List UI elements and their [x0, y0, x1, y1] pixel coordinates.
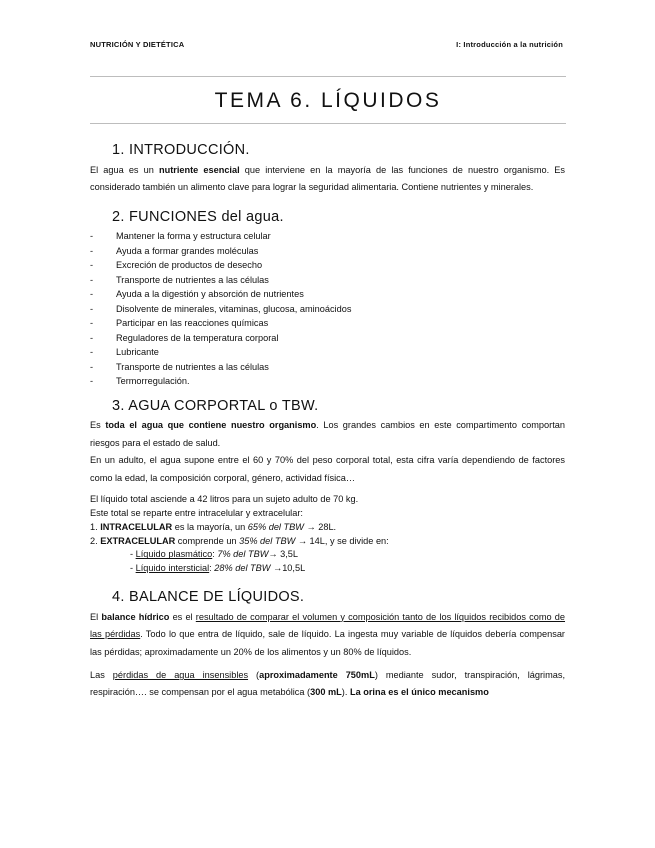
- list-item: - Reguladores de la temperatura corporal: [90, 331, 565, 346]
- list-item: - Mantener la forma y estructura celular: [90, 229, 565, 244]
- list-item: - Ayuda a la digestión y absorción de nutrientes: [90, 287, 565, 302]
- list-item: - Transporte de nutrientes a las células: [90, 360, 565, 375]
- tbw-total-line: El líquido total asciende a 42 litros para un sujeto adulto de 70 kg.: [90, 494, 359, 505]
- tbw-definition-paragraph: Es toda el agua que contiene nuestro organismo. Los grandes cambios en este compartimento comportan riesgos para el estado de salud.: [90, 420, 565, 448]
- intracellular-line: 1. INTRACELULAR es la mayoría, un 65% del TBW → 28L.: [90, 521, 337, 532]
- page-title: TEMA 6. LÍQUIDOS: [214, 89, 442, 112]
- section-heading-balance: 4. BALANCE DE LÍQUIDOS.: [112, 589, 305, 606]
- list-item: - Lubricante: [90, 345, 565, 360]
- section-heading-funciones: 2. FUNCIONES del agua.: [112, 209, 284, 226]
- tbw-adult-paragraph: En un adulto, el agua supone entre el 60 y 70% del peso corporal total, esta cifra varía dependiendo de factores como la edad, la composición corporal, género, actividad física…: [90, 455, 565, 483]
- list-item: - Termorregulación.: [90, 374, 565, 389]
- intro-paragraph: El agua es un nutriente esencial que interviene en la mayoría de las funciones de nuestro organismo. Es considerado también un alimento clave para lograr la seguridad alimentaria. Contiene nutrientes y minerales.: [90, 164, 565, 192]
- functions-list: [90, 229, 565, 389]
- document-body: [90, 143, 565, 702]
- header-section: I: Introducción a la nutrición: [456, 40, 563, 49]
- interstitial-line: - Líquido intersticial: 28% del TBW →10,5L: [130, 563, 306, 574]
- tbw-split-line: Este total se reparte entre intracelular y extracelular:: [90, 508, 303, 519]
- section-heading-introduccion: 1. INTRODUCCIÓN.: [112, 142, 250, 158]
- title-bottom-rule: [90, 123, 566, 124]
- list-item: - Disolvente de minerales, vitaminas, glucosa, aminoácidos: [90, 302, 565, 317]
- list-item: - Excreción de productos de desecho: [90, 258, 565, 273]
- extracellular-line: 2. EXTRACELULAR comprende un 35% del TBW → 14L, y se divide en:: [90, 535, 389, 546]
- insensible-losses-paragraph: Las pérdidas de agua insensibles (aproximadamente 750mL) mediante sudor, transpiración, lágrimas, respiración…. se compensan por el agua metabólica (300 mL). La orina es el único mecanismo: [90, 669, 565, 698]
- section-heading-agua-corporal: 3. AGUA CORPORTAL o TBW.: [112, 397, 319, 414]
- list-item: - Participar en las reacciones químicas: [90, 316, 565, 331]
- title-top-rule: [90, 76, 566, 77]
- list-item: - Transporte de nutrientes a las células: [90, 273, 565, 288]
- balance-paragraph: El balance hídrico es el resultado de comparar el volumen y composición tanto de los líquidos recibidos como de las pérdidas. Todo lo que entra de líquido, sale de líquido. La ingesta muy variable de líquidos debería compensar las pérdidas; aproximadamente un 20% de los alimentos y un 80% de líquidos.: [90, 611, 566, 657]
- list-item: - Ayuda a formar grandes moléculas: [90, 244, 565, 259]
- header-course: NUTRICIÓN Y DIETÉTICA: [90, 40, 185, 49]
- plasma-line: - Líquido plasmático: 7% del TBW→ 3,5L: [130, 549, 299, 560]
